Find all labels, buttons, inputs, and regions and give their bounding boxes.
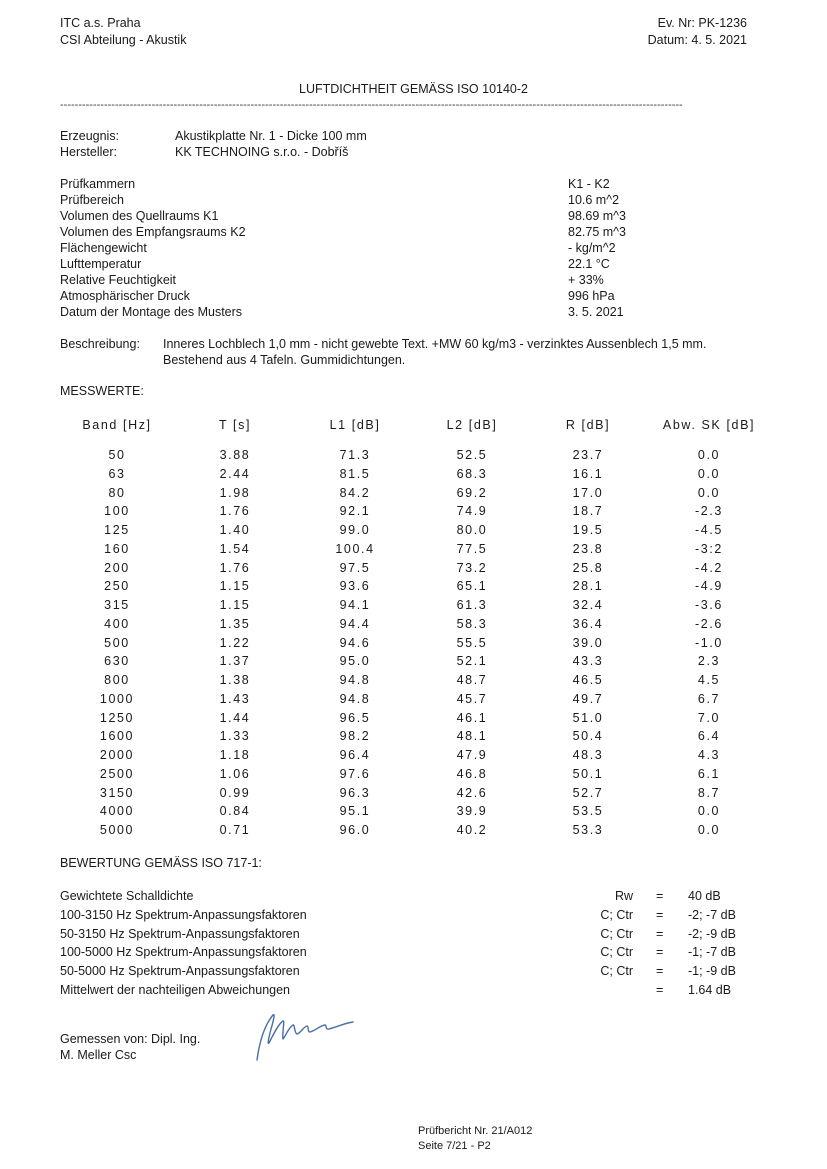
cell-col-abw: 0.0: [697, 804, 721, 819]
cell-col-l1: 94.8: [339, 673, 371, 687]
cell-col-abw: 6.1: [697, 766, 721, 781]
cell-col-l2: 77.5: [456, 541, 488, 556]
rating-value: -1; -7 dB: [688, 945, 736, 960]
cell-col-l2: 73.2: [456, 560, 488, 575]
cell-col-r: 39.0: [572, 635, 604, 650]
cell-col-l1: 71.3: [339, 448, 371, 462]
cell-col-l2: 45.7: [456, 691, 488, 706]
rating-value: 40 dB: [688, 889, 721, 903]
cell-col-t: 0.84: [219, 804, 251, 819]
cell-col-r: 18.7: [572, 504, 604, 519]
cell-col-l2: 74.9: [456, 504, 488, 519]
cell-col-r: 46.5: [572, 673, 604, 687]
cell-col-abw: 4.3: [697, 748, 721, 762]
cell-col-l2: 58.3: [456, 616, 488, 631]
cell-col-t: 1.43: [219, 691, 251, 706]
rating-symbol: C; Ctr: [600, 926, 633, 941]
cell-col-t: 1.98: [219, 485, 251, 500]
report-date: Datum: 4. 5. 2021: [647, 33, 747, 47]
cell-col-r: 28.1: [572, 579, 604, 594]
cell-col-l2: 52.5: [456, 448, 488, 462]
description-line-1: Inneres Lochblech 1,0 mm - nicht gewebte Text. +MW 60 kg/m3 - verzinktes Aussenblech 1,5 mm.: [163, 337, 707, 351]
cell-col-band: 200: [104, 560, 130, 575]
page-number: Seite 7/21 - P2: [418, 1140, 491, 1152]
rating-label: Mittelwert der nachteiligen Abweichungen: [60, 982, 290, 997]
rating-label: 100-5000 Hz Spektrum-Anpassungsfaktoren: [60, 945, 307, 960]
cell-col-r: 25.8: [572, 560, 604, 575]
cell-col-t: 1.33: [219, 729, 251, 744]
cell-col-band: 400: [104, 616, 130, 631]
cell-col-l1: 95.1: [339, 804, 371, 819]
cell-col-band: 250: [104, 579, 130, 594]
cell-col-r: 49.7: [572, 691, 604, 706]
cell-col-l1: 94.8: [339, 691, 371, 706]
cell-col-l1: 97.6: [339, 766, 371, 781]
cell-col-band: 800: [104, 673, 130, 687]
cell-col-abw: -4.2: [695, 560, 723, 575]
rating-equals: =: [656, 945, 664, 960]
rating-symbol: C; Ctr: [600, 945, 633, 960]
cell-col-band: 50: [108, 448, 126, 462]
param-value: + 33%: [568, 273, 604, 287]
param-label: Volumen des Quellraums K1: [60, 209, 219, 223]
cell-col-abw: 8.7: [697, 785, 721, 800]
cell-col-band: 125: [104, 523, 130, 537]
report-number: Prüfbericht Nr. 21/A012: [418, 1125, 533, 1137]
cell-col-r: 19.5: [572, 523, 604, 537]
cell-col-band: 315: [104, 598, 130, 612]
cell-col-r: 36.4: [572, 616, 604, 631]
cell-col-r: 53.3: [572, 823, 604, 837]
rating-value: -2; -9 dB: [688, 926, 736, 941]
cell-col-t: 1.35: [219, 616, 251, 631]
measurements-heading: MESSWERTE:: [60, 384, 144, 398]
cell-col-t: 1.38: [219, 673, 251, 687]
param-value: - kg/m^2: [568, 241, 616, 255]
param-value: 10.6 m^2: [568, 193, 620, 207]
param-value: 82.75 m^3: [568, 225, 626, 239]
cell-col-t: 1.40: [219, 523, 251, 537]
rating-symbol: C; Ctr: [600, 964, 633, 978]
param-value: 98.69 m^3: [568, 209, 626, 223]
cell-col-abw: 0.0: [697, 485, 721, 500]
cell-col-band: 1000: [99, 691, 135, 706]
cell-col-l1: 92.1: [339, 504, 371, 519]
cell-col-l1: 93.6: [339, 579, 371, 594]
rating-equals: =: [656, 964, 664, 978]
cell-col-r: 53.5: [572, 804, 604, 819]
cell-col-l2: 52.1: [456, 654, 488, 669]
rating-value: -2; -7 dB: [688, 907, 736, 922]
param-value: 3. 5. 2021: [568, 305, 624, 319]
cell-col-l1: 94.4: [339, 616, 371, 631]
cell-col-l1: 81.5: [339, 466, 371, 481]
param-value: 22.1 °C: [568, 257, 610, 271]
cell-col-t: 1.15: [219, 579, 251, 594]
cell-col-band: 160: [104, 541, 130, 556]
rating-label: Gewichtete Schalldichte: [60, 889, 194, 903]
rating-equals: =: [656, 907, 664, 922]
rating-equals: =: [656, 982, 664, 997]
cell-col-band: 630: [104, 654, 130, 669]
header-col-abw: Abw. SK [dB]: [662, 418, 756, 432]
cell-col-abw: -2.3: [695, 504, 723, 519]
cell-col-l2: 55.5: [456, 635, 488, 650]
cell-col-t: 1.76: [219, 560, 251, 575]
param-label: Prüfkammern: [60, 177, 136, 191]
cell-col-band: 3150: [99, 785, 135, 800]
rating-symbol: Rw: [614, 889, 633, 903]
cell-col-t: 1.76: [219, 504, 251, 519]
cell-col-abw: 4.5: [697, 673, 721, 687]
cell-col-band: 80: [108, 485, 126, 500]
erzeugnis-label: Erzeugnis:: [60, 129, 120, 143]
cell-col-l2: 47.9: [456, 748, 488, 762]
cell-col-abw: -2.6: [695, 616, 723, 631]
cell-col-l2: 69.2: [456, 485, 488, 500]
cell-col-r: 23.7: [572, 448, 604, 462]
param-value: K1 - K2: [568, 177, 610, 191]
rating-value: 1.64 dB: [688, 982, 732, 997]
cell-col-t: 1.54: [219, 541, 251, 556]
cell-col-l1: 97.5: [339, 560, 371, 575]
rating-equals: =: [656, 926, 664, 941]
param-label: Atmosphärischer Druck: [60, 289, 190, 303]
cell-col-l2: 46.1: [456, 710, 488, 725]
cell-col-abw: 6.4: [697, 729, 721, 744]
cell-col-t: 0.99: [219, 785, 251, 800]
cell-col-abw: 6.7: [697, 691, 721, 706]
param-label: Flächengewicht: [60, 241, 147, 255]
cell-col-l2: 48.1: [456, 729, 488, 744]
cell-col-r: 16.1: [572, 466, 604, 481]
param-value: 996 hPa: [568, 289, 615, 303]
cell-col-l1: 99.0: [339, 523, 371, 537]
param-label: Lufttemperatur: [60, 257, 142, 271]
department: CSI Abteilung - Akustik: [60, 33, 187, 47]
cell-col-t: 1.18: [219, 748, 251, 762]
param-label: Prüfbereich: [60, 193, 124, 207]
cell-col-l2: 80.0: [456, 523, 488, 537]
cell-col-l2: 40.2: [456, 823, 488, 837]
cell-col-r: 50.1: [572, 766, 604, 781]
erzeugnis-value: Akustikplatte Nr. 1 - Dicke 100 mm: [175, 129, 367, 143]
cell-col-r: 23.8: [572, 541, 604, 556]
cell-col-t: 1.06: [219, 766, 251, 781]
cell-col-band: 2000: [99, 748, 135, 762]
cell-col-r: 52.7: [572, 785, 604, 800]
rating-value: -1; -9 dB: [688, 964, 736, 978]
rating-heading: BEWERTUNG GEMÄSS ISO 717-1:: [60, 856, 262, 870]
cell-col-l1: 96.4: [339, 748, 371, 762]
cell-col-abw: 2.3: [697, 654, 721, 669]
cell-col-l2: 65.1: [456, 579, 488, 594]
cell-col-l2: 42.6: [456, 785, 488, 800]
rating-label: 50-3150 Hz Spektrum-Anpassungsfaktoren: [60, 926, 300, 941]
param-label: Volumen des Empfangsraums K2: [60, 225, 246, 239]
hersteller-value: KK TECHNOING s.r.o. - Dobříš: [175, 145, 349, 159]
cell-col-abw: -4.9: [695, 579, 723, 594]
rating-equals: =: [656, 889, 664, 903]
separator-line: --------------------------------------------------------------------------------------------------------------------------------------------------------------------------: [60, 100, 683, 111]
cell-col-r: 17.0: [572, 485, 604, 500]
cell-col-r: 51.0: [572, 710, 604, 725]
cell-col-l1: 96.3: [339, 785, 371, 800]
cell-col-r: 50.4: [572, 729, 604, 744]
cell-col-t: 1.37: [219, 654, 251, 669]
document-title: LUFTDICHTHEIT GEMÄSS ISO 10140-2: [299, 82, 528, 96]
cell-col-abw: -4.5: [695, 523, 723, 537]
cell-col-l2: 68.3: [456, 466, 488, 481]
cell-col-abw: 0.0: [697, 466, 721, 481]
cell-col-band: 5000: [99, 823, 135, 837]
cell-col-abw: -3:2: [695, 541, 723, 556]
cell-col-band: 1250: [99, 710, 135, 725]
cell-col-t: 1.22: [219, 635, 251, 650]
cell-col-l2: 39.9: [456, 804, 488, 819]
cell-col-band: 2500: [99, 766, 135, 781]
cell-col-l1: 100.4: [335, 541, 375, 556]
cell-col-t: 1.44: [219, 710, 251, 725]
cell-col-l1: 84.2: [339, 485, 371, 500]
org-name: ITC a.s. Praha: [60, 16, 141, 30]
cell-col-l1: 98.2: [339, 729, 371, 744]
cell-col-band: 1600: [99, 729, 135, 744]
cell-col-l2: 48.7: [456, 673, 488, 687]
cell-col-l1: 94.1: [339, 598, 371, 612]
header-col-t: T [s]: [218, 418, 252, 432]
rating-label: 100-3150 Hz Spektrum-Anpassungsfaktoren: [60, 907, 307, 922]
header-col-band: Band [Hz]: [82, 418, 152, 432]
cell-col-band: 4000: [99, 804, 135, 819]
param-label: Relative Feuchtigkeit: [60, 273, 177, 287]
signature: [245, 1005, 365, 1065]
cell-col-l2: 46.8: [456, 766, 488, 781]
cell-col-abw: 0.0: [697, 448, 721, 462]
cell-col-r: 43.3: [572, 654, 604, 669]
cell-col-abw: 0.0: [697, 823, 721, 837]
cell-col-t: 0.71: [219, 823, 251, 837]
cell-col-l1: 94.6: [339, 635, 371, 650]
cell-col-r: 32.4: [572, 598, 604, 612]
measured-by-line-1: Gemessen von: Dipl. Ing.: [60, 1032, 201, 1046]
cell-col-abw: -3.6: [695, 598, 723, 612]
cell-col-abw: 7.0: [697, 710, 721, 725]
cell-col-l2: 61.3: [456, 598, 488, 612]
cell-col-abw: -1.0: [695, 635, 723, 650]
ev-number: Ev. Nr: PK-1236: [657, 16, 747, 30]
rating-label: 50-5000 Hz Spektrum-Anpassungsfaktoren: [60, 964, 300, 978]
header-col-l2: L2 [dB]: [446, 418, 498, 432]
header-col-l1: L1 [dB]: [329, 418, 381, 432]
header-col-r: R [dB]: [565, 418, 611, 432]
rating-symbol: C; Ctr: [600, 907, 633, 922]
cell-col-l1: 96.0: [339, 823, 371, 837]
cell-col-band: 500: [104, 635, 130, 650]
cell-col-t: 1.15: [219, 598, 251, 612]
cell-col-t: 2.44: [219, 466, 251, 481]
cell-col-r: 48.3: [572, 748, 604, 762]
cell-col-l1: 95.0: [339, 654, 371, 669]
cell-col-l1: 96.5: [339, 710, 371, 725]
description-line-2: Bestehend aus 4 Tafeln. Gummidichtungen.: [163, 353, 406, 367]
description-label: Beschreibung:: [60, 337, 140, 351]
cell-col-band: 63: [108, 466, 126, 481]
measured-by-line-2: M. Meller Csc: [60, 1048, 137, 1062]
cell-col-t: 3.88: [219, 448, 251, 462]
param-label: Datum der Montage des Musters: [60, 305, 243, 319]
hersteller-label: Hersteller:: [60, 145, 117, 159]
cell-col-band: 100: [104, 504, 130, 519]
